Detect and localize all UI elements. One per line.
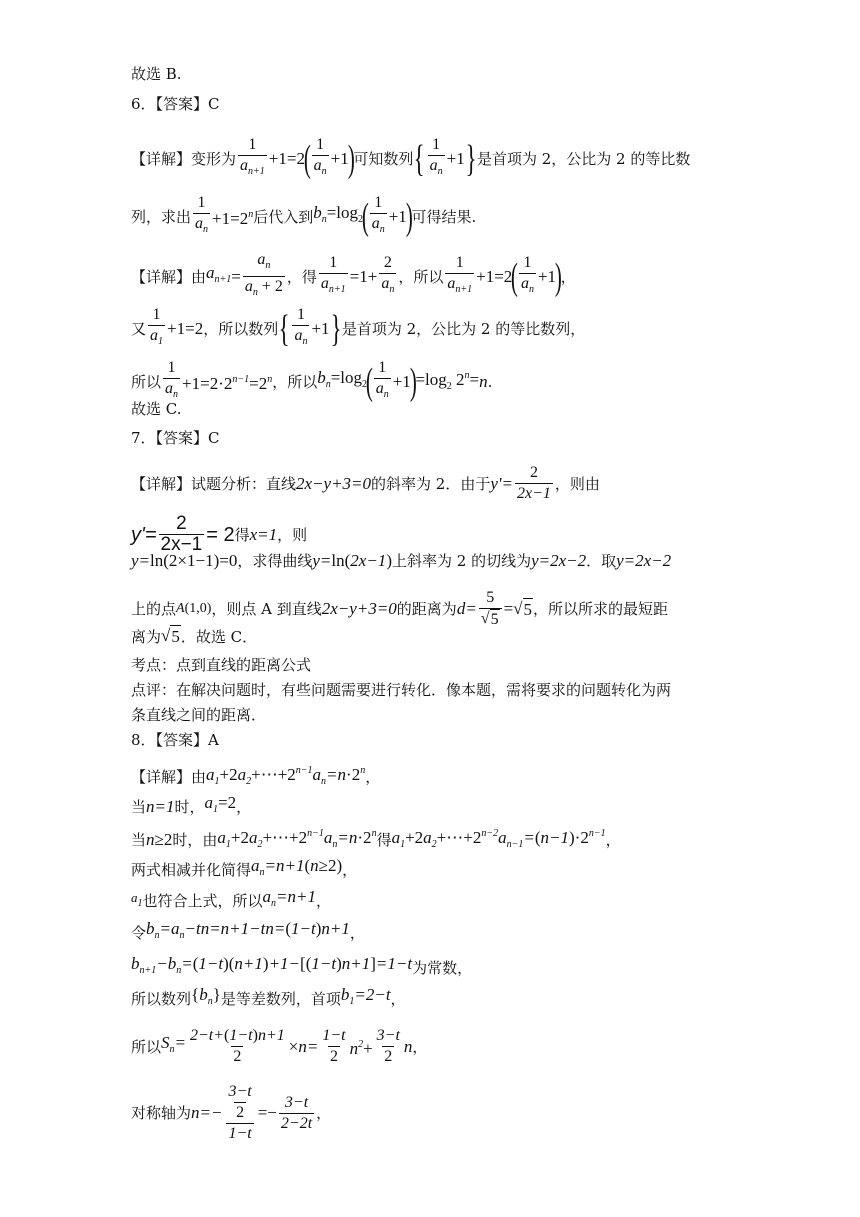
text-line: 当 n≥2 时，由 $a_1+2a_2+\cdots+2^{n-1}a_n=n\cdot 2^n$ 得 $a_1+2a_2+\cdots+2^{n-2}a_{n-1}=(n-1)\cdot 2^{n-1}$ ， bbox=[131, 828, 621, 850]
text-line: 对称轴为 n=− $\frac{\frac{3-t}{2}}{1-t}$ =− $\frac{3-t}{2-2t}$ ， bbox=[131, 1083, 332, 1142]
text-line: 所以 $S_n=$ $\frac{2-t+(1-t)n+1}{2}$ × n= $\frac{1-t}{2}$ $n^2+$ $\frac{3-t}{2}$ n ， bbox=[131, 1027, 428, 1065]
text-line: 考点：点到直线的距离公式 bbox=[131, 656, 312, 674]
text-line: 点评：在解决问题时，有些问题需要进行转化．像本题，需将要求的问题转化为两 bbox=[131, 681, 672, 699]
text-line: 故选 B. bbox=[131, 65, 182, 83]
text-line: y=ln(2×1−1)=0 ，求得曲线 y=ln(2x−1) 上斜率为 2 的切线为 y=2x−2 ．取 y=2x−2 bbox=[131, 551, 672, 570]
text-line: 【详解】由 $a_{n+1}$ = $\frac{a_n}{a_n + 2}$ ，得 $\frac{1}{a_{n+1}}$ =1+ $\frac{2}{a_n}$ ，所以 $\frac{1}{a_{n+1}}$ +1=2 ( $\frac{1}{a_n}$ +1 ) ， bbox=[131, 250, 750, 303]
answer-heading-8: 8．【答案】A bbox=[131, 731, 219, 749]
text-line: 【详解】变形为 $\frac{1}{a_{n+1}}$ +1=2 ( $\frac{1}{a_n}$ +1 ) 可知数列 { $\frac{1}{a_n}$ +1 } 是首项为 2，公比为 2 的等比数 bbox=[131, 135, 750, 182]
text-line: 【详解】由 $a_1+2a_2+\cdots+2^{n-1}a_n=n\cdot 2^n$ ， bbox=[131, 765, 381, 787]
text-line: 所以 $\frac{1}{a_n}$ $+1=2\cdot 2^{n-1}=2^n$ ，所以 $b_n$ $=\log_2$ ( $\frac{1}{a_n}$ +1 ) $=\log_2$ $2^n=$ n . bbox=[131, 358, 750, 405]
text-line: 令 $b_n=a_n-tn=n+1-tn=(1-t)n+1$ ， bbox=[131, 919, 365, 942]
text-line: 上的点 A(1,0) ，则点 A 到直线 2x−y+3=0 的距离为 d= 5 √ 5 = √ 5 ，所以所求的最短距 bbox=[131, 589, 669, 628]
answer-heading-7: 7．【答案】C bbox=[131, 429, 220, 447]
text-line: 列，求出 $\frac{1}{a_n}$ $+1=2^n$ 后代入到 $b_n$ $=\log_2$ ( $\frac{1}{a_n}$ +1 ) 可得结果. bbox=[131, 193, 750, 240]
text-line: 两式相减并化简得 $a_n=n+1(n\ge 2)$ ， bbox=[131, 856, 358, 879]
text-line: 离为 √ 5 ．故选 C． bbox=[131, 626, 258, 646]
text-line: y'= $\frac{2}{2x-1}$ = 2 得 x=1 ，则 bbox=[131, 513, 308, 555]
text-line: 条直线之间的距离． bbox=[131, 706, 267, 724]
text-line: 当 n=1 时， $a_1=2$ ， bbox=[131, 793, 252, 816]
text-line: $b_{n+1}-b_n=(1-t)(n+1)+1-[(1-t)n+1]=1-t$ 为常数， bbox=[131, 954, 473, 977]
text-line: 又 $\frac{1}{a_1}$ +1=2 ，所以数列 { $\frac{1}{a_n}$ +1 } 是首项为 2，公比为 2 的等比数列， bbox=[131, 305, 750, 352]
answer-heading-6: 6．【答案】C bbox=[131, 95, 220, 113]
text-line: 所以数列 $\{b_n\}$ 是等差数列，首项 $b_1=2-t$ ， bbox=[131, 985, 406, 1008]
text-line: 故选 C. bbox=[131, 400, 182, 418]
text-line: $a_1$ 也符合上式，所以 $a_n=n+1$ ， bbox=[131, 887, 331, 910]
text-line: 【详解】试题分析：直线 2x−y+3=0 的斜率为 2．由于 y'= $\frac{2}{2x-1}$ ，则由 bbox=[131, 464, 600, 502]
